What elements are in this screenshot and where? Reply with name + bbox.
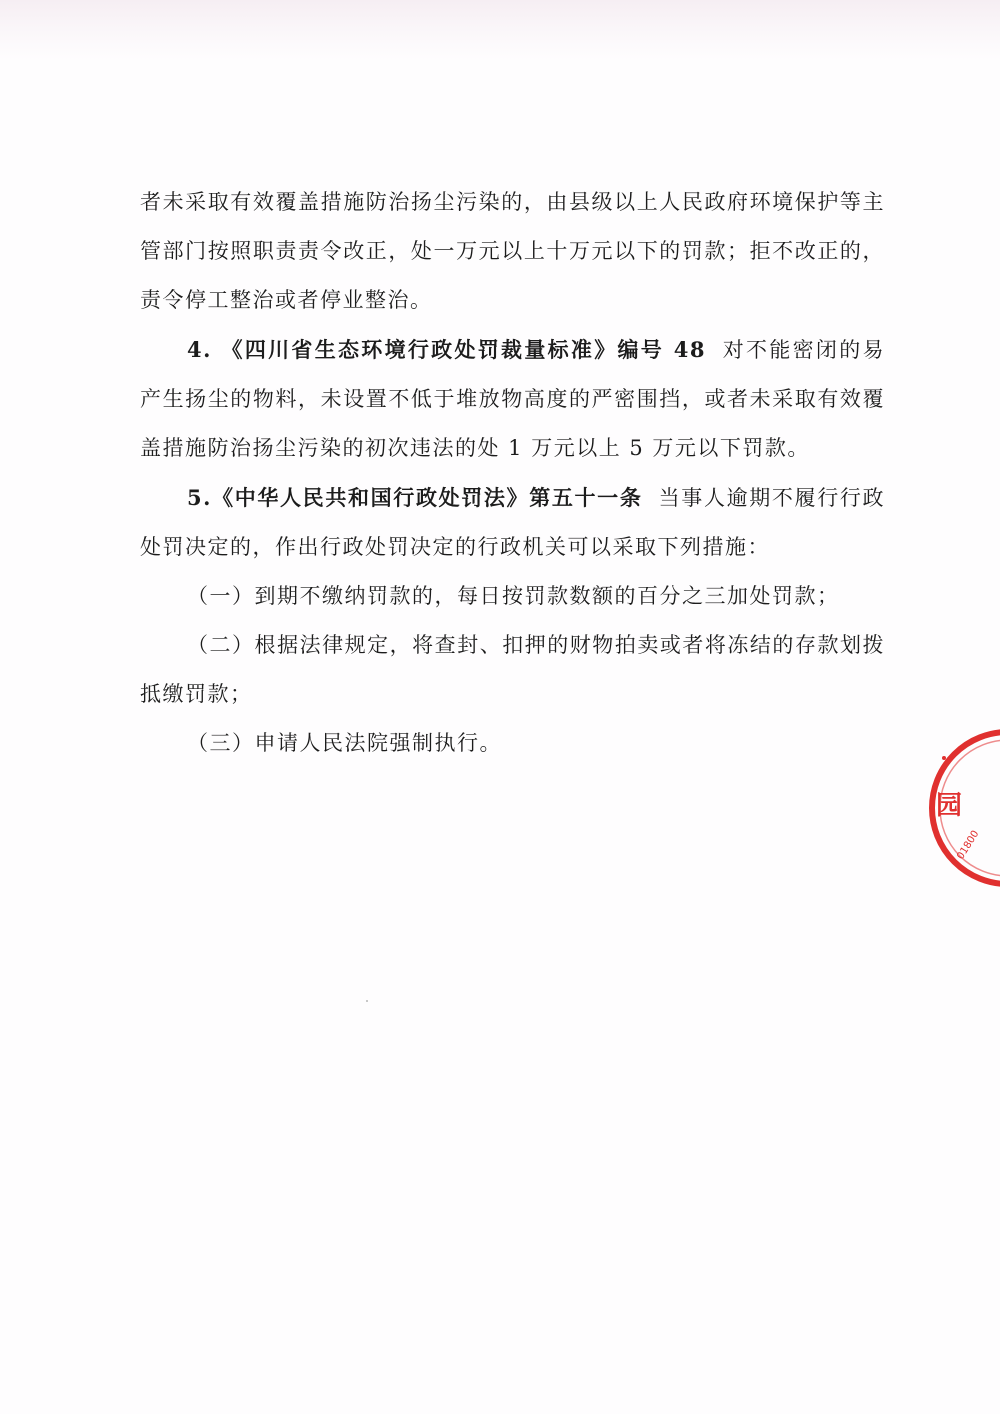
item-4-text: 对不能密闭的易产生扬尘的物料，未设置不低于堆放物高度的严密围挡，或者未采取有效覆盖措施防治扬尘污染的初次违法的处 1 万元以上 5 万元以下罚款。 [140, 338, 885, 460]
paragraph-measure-3: （三）申请人民法院强制执行。 [187, 731, 502, 755]
paragraph-continuation: 者未采取有效覆盖措施防治扬尘污染的，由县级以上人民政府环境保护等主管部门按照职责责令改正，处一万元以上十万元以下的罚款；拒不改正的，责令停工整治或者停业整治。 [140, 190, 885, 312]
item-5-heading: 5.《中华人民共和国行政处罚法》第五十一条 [187, 485, 643, 510]
item-4-heading: 4. 《四川省生态环境行政处罚裁量标准》编号 48 [187, 337, 706, 362]
official-seal-stamp [928, 728, 1000, 888]
scan-top-tint [0, 0, 1000, 60]
seal-partial-digits: 01800 [955, 828, 982, 862]
paragraph-item-5 [140, 473, 885, 572]
document-body [140, 178, 885, 768]
seal-partial-character: 园 [936, 791, 963, 821]
paragraph-item-4 [140, 325, 885, 473]
paragraph-measure-2: （二）根据法律规定，将查封、扣押的财物拍卖或者将冻结的存款划拨抵缴罚款； [140, 633, 885, 706]
seal-graphic [928, 728, 1000, 888]
scan-speck [366, 1000, 368, 1002]
paragraph-measure-1: （一）到期不缴纳罚款的，每日按罚款数额的百分之三加处罚款； [187, 584, 840, 608]
item-5-text: 当事人逾期不履行行政处罚决定的，作出行政处罚决定的行政机关可以采取下列措施： [140, 486, 886, 559]
